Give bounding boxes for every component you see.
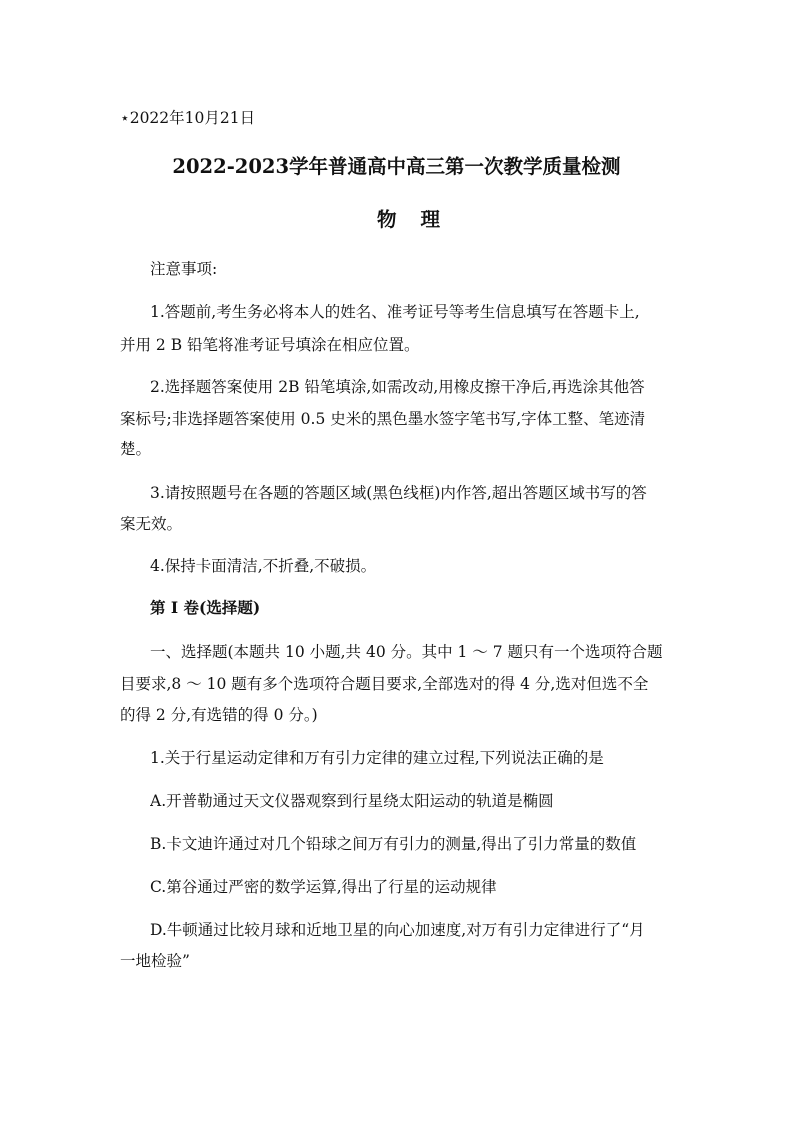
question-1-option-d-line-2: 一地检验” — [120, 952, 190, 970]
exam-date: ⋆2022年10月21日 — [120, 109, 256, 127]
notice-item-3-line-2: 案无效。 — [120, 515, 183, 533]
notice-item-2-line-2: 案标号;非选择题答案使用 0.5 史米的黑色墨水签字笔书写,字体工整、笔迹清 — [120, 410, 646, 428]
section-instruction-line-1: 一、选择题(本题共 10 小题,共 40 分。其中 1 ～ 7 题只有一个选项符合题 — [150, 643, 663, 661]
question-1-option-b: B.卡文迪许通过对几个铅球之间万有引力的测量,得出了引力常量的数值 — [150, 835, 637, 853]
notice-item-2-line-1: 2.选择题答案使用 2B 铅笔填涂,如需改动,用橡皮擦干净后,再选涂其他答 — [150, 378, 645, 396]
notice-item-3-line-1: 3.请按照题号在各题的答题区域(黑色线框)内作答,超出答题区域书写的答 — [150, 484, 647, 502]
exam-title: 2022-2023学年普通高中高三第一次教学质量检测 — [172, 155, 621, 178]
question-1-option-a: A.开普勒通过天文仪器观察到行星绕太阳运动的轨道是椭圆 — [150, 792, 554, 810]
question-1-option-c: C.第谷通过严密的数学运算,得出了行星的运动规律 — [150, 878, 497, 896]
question-1-option-d-line-1: D.牛顿通过比较月球和近地卫星的向心加速度,对万有引力定律进行了“月 — [150, 921, 645, 939]
notice-item-4: 4.保持卡面清洁,不折叠,不破损。 — [150, 557, 377, 575]
exam-subject: 物理 — [376, 208, 464, 231]
section-instruction-line-2: 目要求,8 ～ 10 题有多个选项符合题目要求,全部选对的得 4 分,选对但选不全 — [120, 675, 649, 693]
section-title: 第 I 卷(选择题) — [150, 598, 261, 617]
notice-item-2-line-3: 楚。 — [120, 440, 152, 458]
notice-heading: 注意事项: — [150, 260, 218, 278]
notice-item-1-line-1: 1.答题前,考生务必将本人的姓名、准考证号等考生信息填写在答题卡上, — [150, 303, 640, 321]
section-instruction-line-3: 的得 2 分,有选错的得 0 分。) — [120, 706, 318, 724]
notice-item-1-line-2: 并用 2 B 铅笔将准考证号填涂在相应位置。 — [120, 336, 420, 354]
question-1-stem: 1.关于行星运动定律和万有引力定律的建立过程,下列说法正确的是 — [150, 749, 604, 767]
